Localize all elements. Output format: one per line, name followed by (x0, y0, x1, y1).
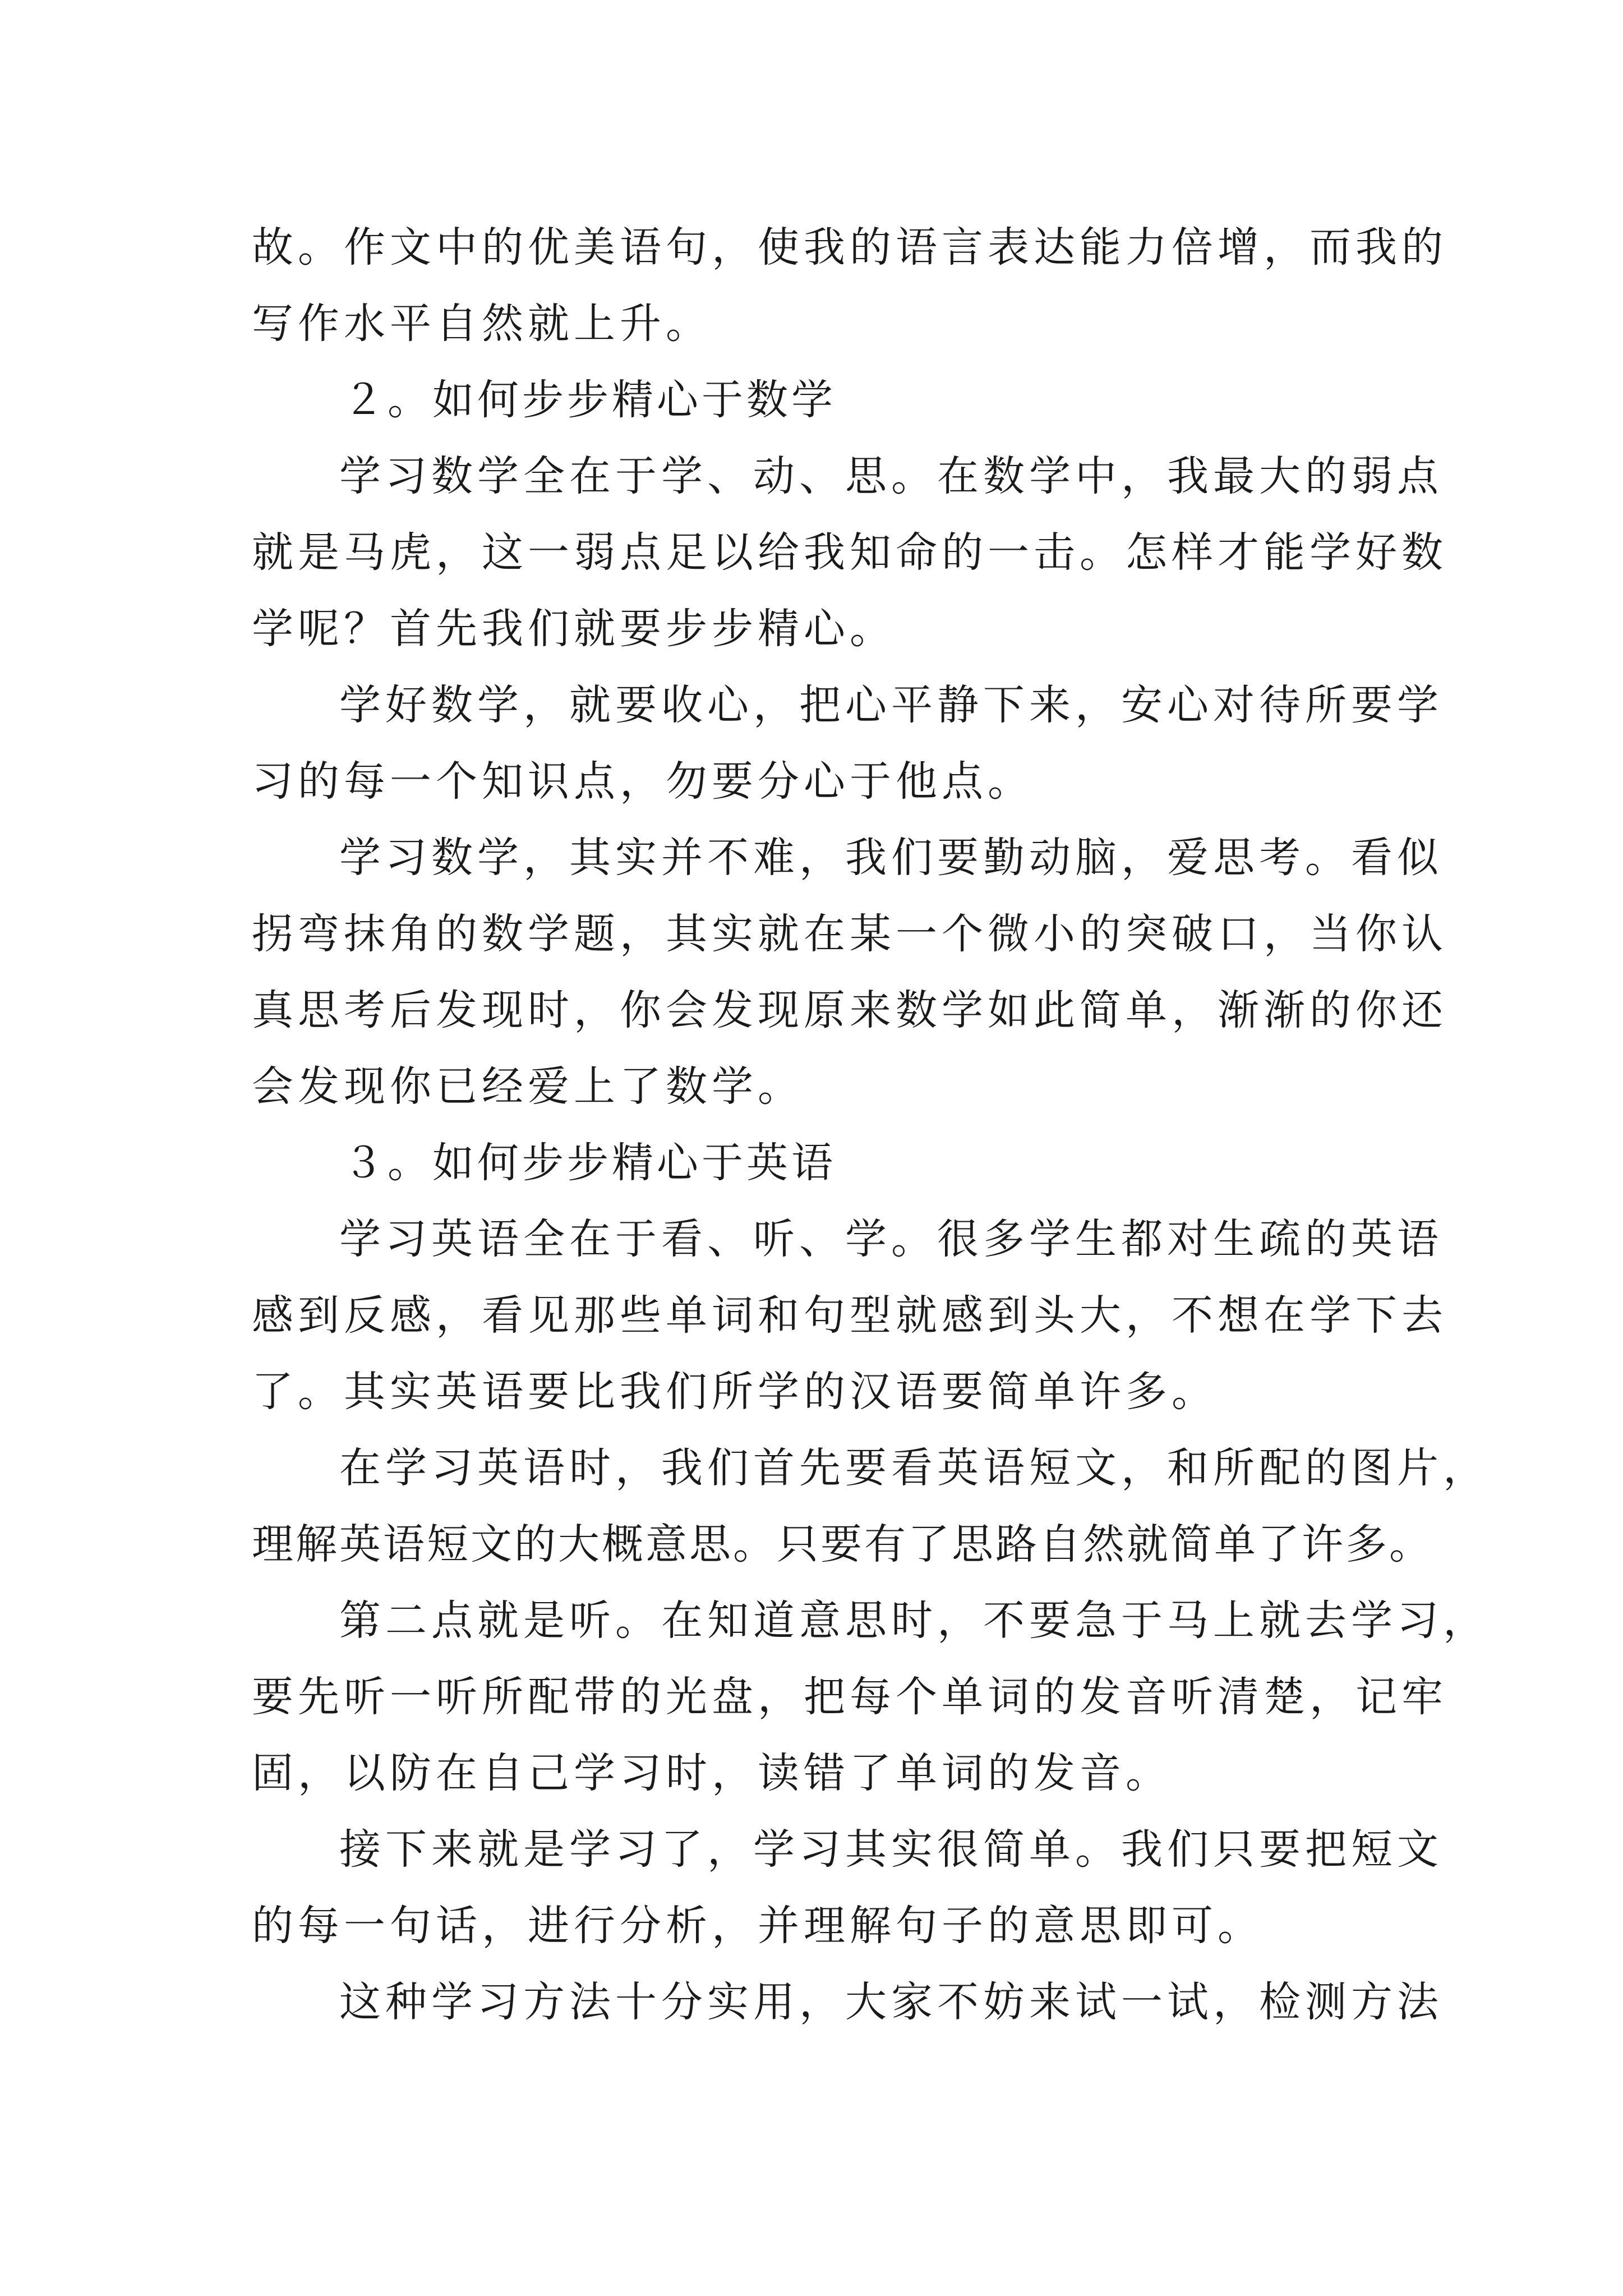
text-line: 要先听一听所配带的光盘，把每个单词的发音听清楚，记牢 (252, 1673, 1447, 1721)
text-line: 感到反感，看见那些单词和句型就感到头大，不想在学下去 (252, 1291, 1447, 1340)
text-line: 理解英语短文的大概意思。只要有了思路自然就简单了许多。 (252, 1520, 1433, 1568)
text-line: 就是马虎，这一弱点足以给我知命的一击。怎样才能学好数 (252, 528, 1447, 577)
text-line: 了。其实英语要比我们所学的汉语要简单许多。 (252, 1368, 1218, 1416)
text-line: 真思考后发现时，你会发现原来数学如此简单，渐渐的你还 (252, 986, 1447, 1034)
paragraph-start: 第二点就是听。在知道意思时，不要急于马上就去学习， (339, 1596, 1489, 1645)
section-heading-math: ２。如何步步精心于数学 (343, 376, 836, 424)
text-line: 写作水平自然就上升。 (252, 300, 712, 348)
text-line: 会发现你已经爱上了数学。 (252, 1062, 804, 1111)
paragraph-start: 在学习英语时，我们首先要看英语短文，和所配的图片， (339, 1444, 1489, 1492)
paragraph-start: 学习数学全在于学、动、思。在数学中，我最大的弱点 (339, 452, 1443, 500)
text-line: 故。作文中的优美语句，使我的语言表达能力倍增，而我的 (252, 223, 1447, 272)
paragraph-start: 学好数学，就要收心，把心平静下来，安心对待所要学 (339, 681, 1443, 729)
text-line: 固，以防在自己学习时，读错了单词的发音。 (252, 1749, 1172, 1797)
text-line: 的每一句话，进行分析，并理解句子的意思即可。 (252, 1902, 1264, 1950)
text-line: 拐弯抹角的数学题，其实就在某一个微小的突破口，当你认 (252, 910, 1447, 958)
document-body (252, 209, 1489, 2040)
text-line: 习的每一个知识点，勿要分心于他点。 (252, 757, 1034, 806)
paragraph-start: 接下来就是学习了，学习其实很简单。我们只要把短文 (339, 1825, 1443, 1874)
paragraph-start: 学习英语全在于看、听、学。很多学生都对生疏的英语 (339, 1215, 1443, 1263)
section-heading-english: ３。如何步步精心于英语 (343, 1139, 836, 1187)
paragraph-start: 学习数学，其实并不难，我们要勤动脑，爱思考。看似 (339, 834, 1443, 882)
text-line: 学呢？首先我们就要步步精心。 (252, 605, 896, 653)
paragraph-start: 这种学习方法十分实用，大家不妨来试一试，检测方法 (339, 1978, 1443, 2026)
